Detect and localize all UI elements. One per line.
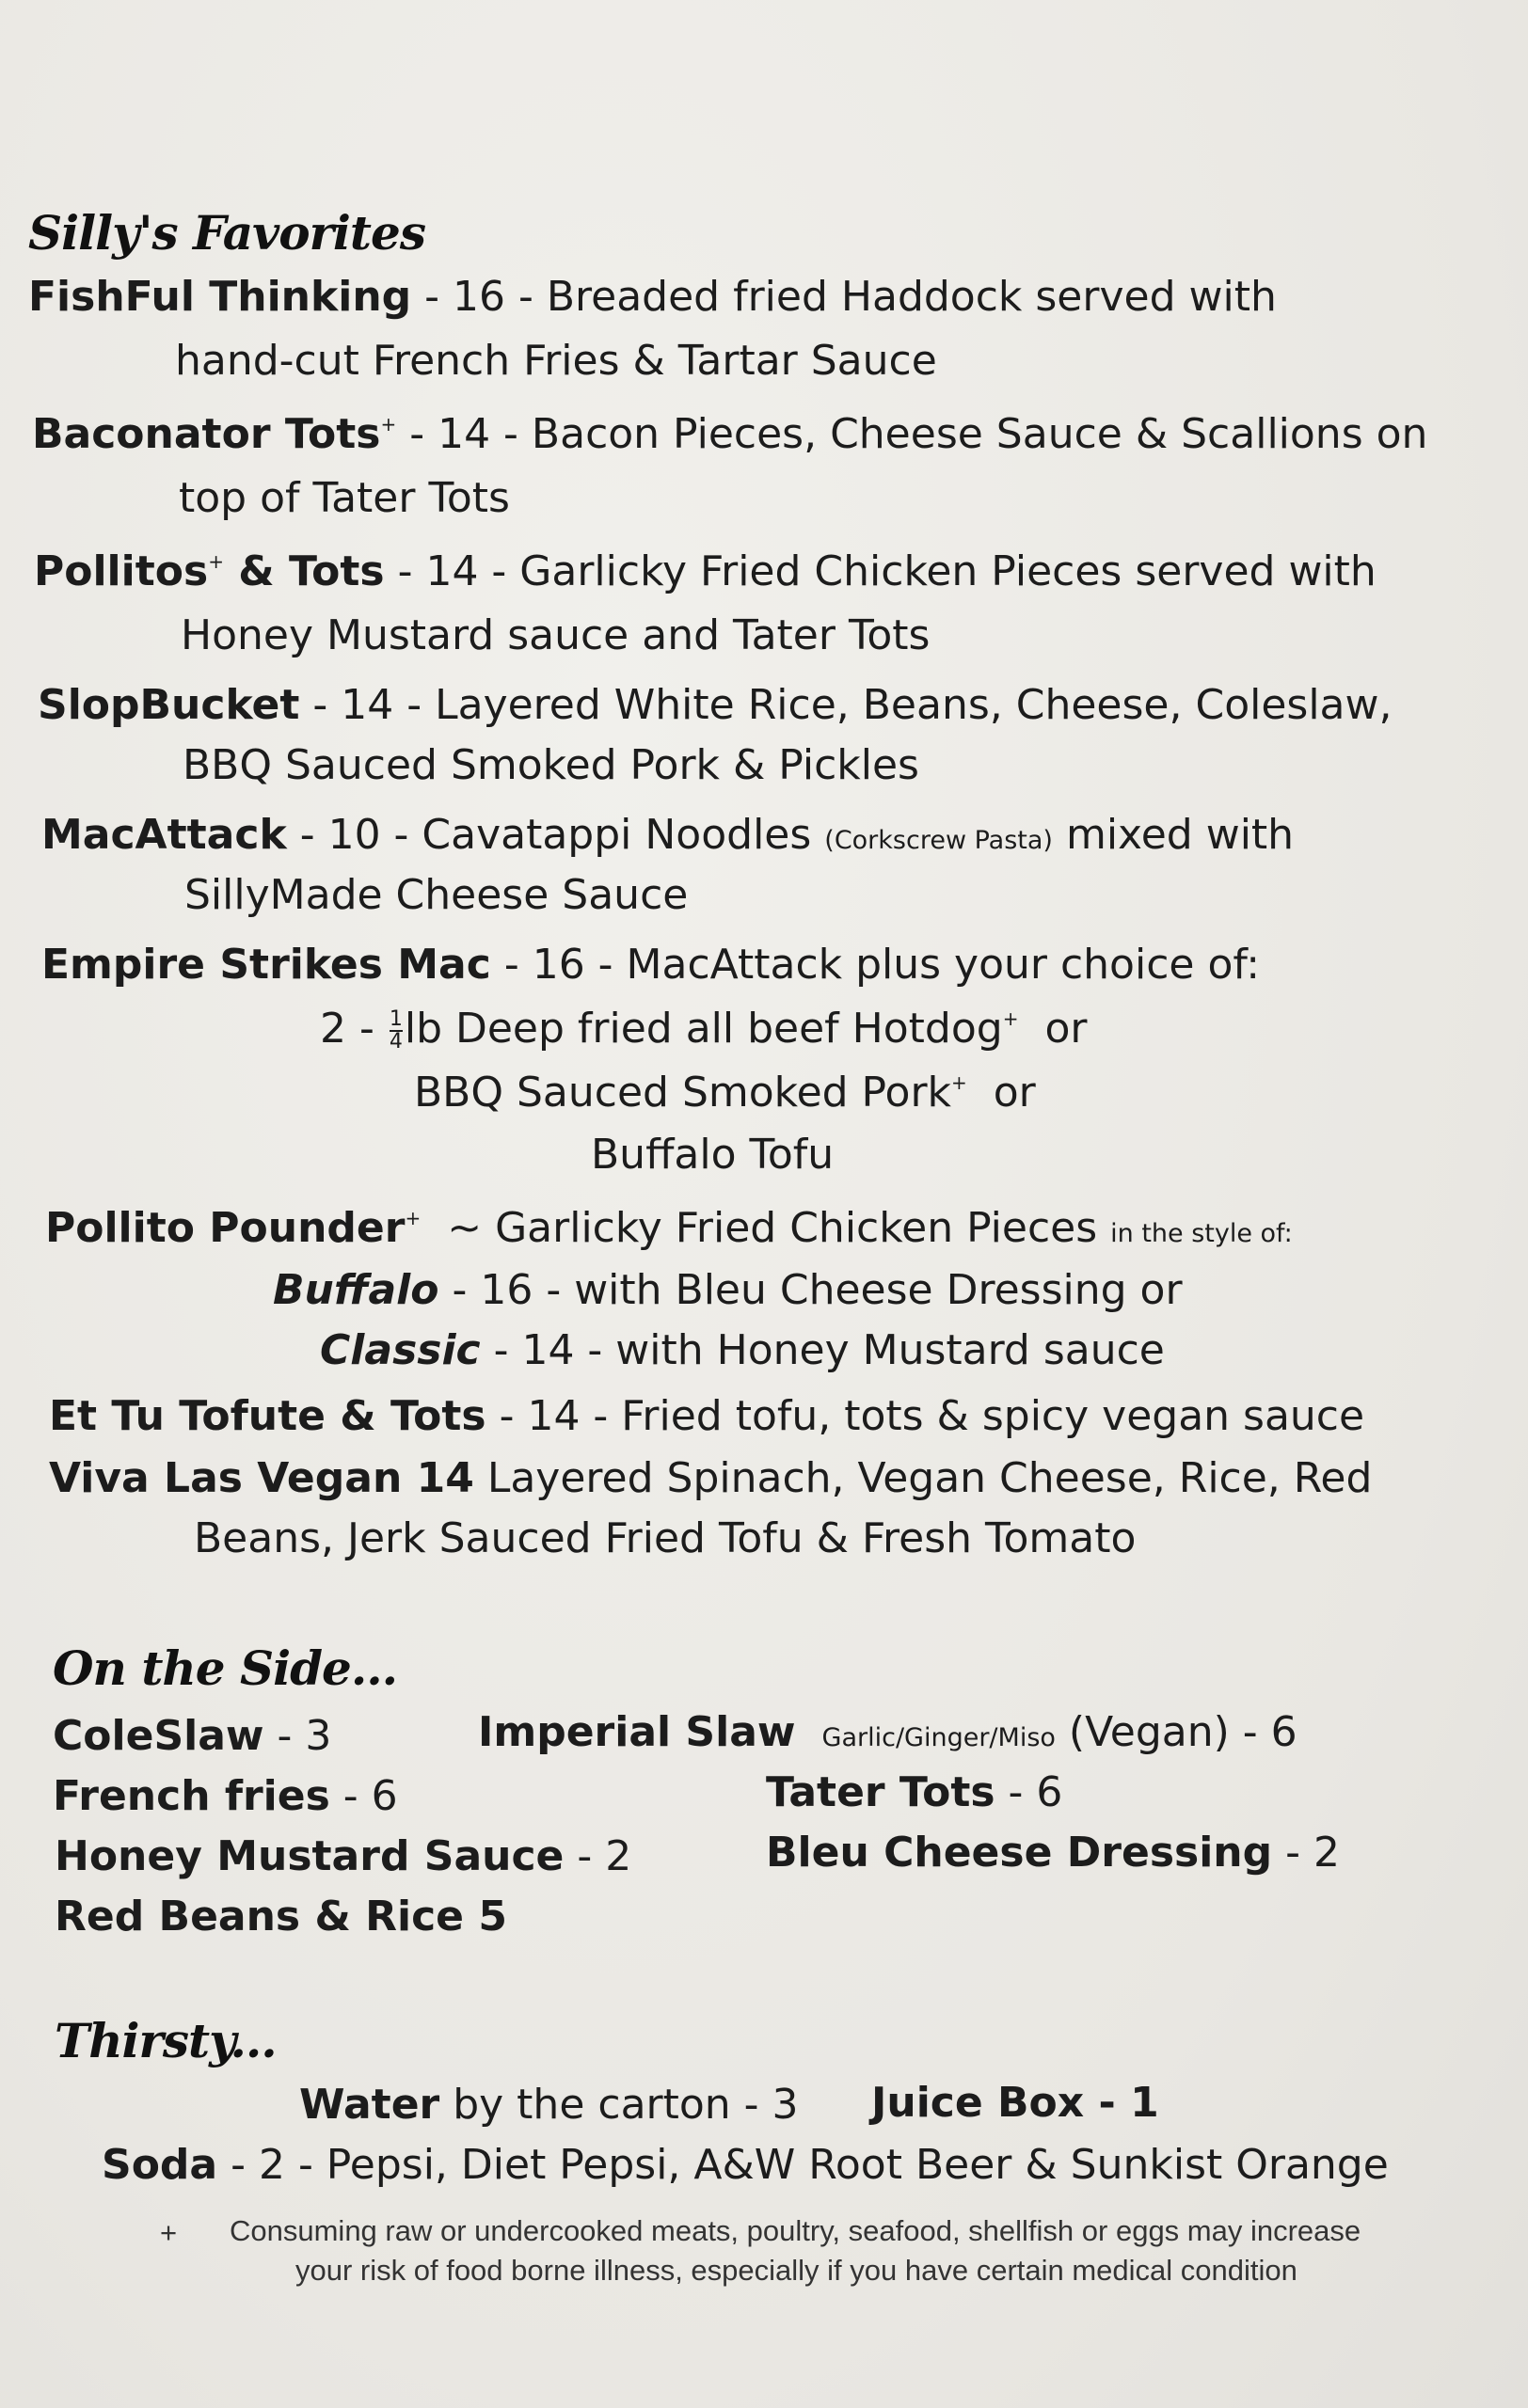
item-desc: - 16 - MacAttack plus your choice of: — [490, 941, 1261, 989]
menu-item-macattack — [41, 811, 1294, 865]
side-name: French fries — [53, 1772, 330, 1820]
side-price: - 6 — [995, 1768, 1063, 1816]
option-hotdog — [320, 1005, 1087, 1054]
item-desc: - 14 - Layered White Rice, Beans, Cheese, Coleslaw, — [299, 681, 1393, 729]
option-tofu: Buffalo Tofu — [591, 1131, 835, 1179]
item-name: Viva Las Vegan 14 — [49, 1454, 474, 1502]
item-note: (Corkscrew Pasta) — [824, 826, 1053, 855]
menu-item-empire — [41, 941, 1260, 990]
drink-water — [299, 2081, 799, 2130]
item-desc-cont: Beans, Jerk Sauced Fried Tofu & Fresh Tomato — [194, 1514, 1137, 1562]
side-price: - 3 — [263, 1712, 332, 1760]
style-classic — [320, 1326, 1165, 1375]
drink-soda — [102, 2141, 1389, 2190]
side-honey-mustard — [55, 1832, 631, 1881]
side-tots — [766, 1768, 1062, 1817]
item-desc-cont: hand-cut French Fries & Tartar Sauce — [175, 337, 937, 385]
item-desc-cont: top of Tater Tots — [179, 474, 510, 522]
item-name: Empire Strikes Mac — [41, 941, 491, 989]
raw-warning-mark: + — [951, 1071, 967, 1094]
side-coleslaw — [53, 1712, 331, 1761]
style-name: Classic — [320, 1326, 481, 1374]
style-desc: - 14 - with Honey Mustard sauce — [480, 1326, 1165, 1374]
style-buffalo — [273, 1266, 1183, 1315]
section-heading-sides: On the Side... — [53, 1640, 398, 1696]
menu-item-fishful — [28, 273, 1277, 322]
drink-name: Water — [299, 2081, 440, 2129]
raw-warning-mark: + — [208, 550, 224, 573]
option-prefix: 2 - — [320, 1005, 388, 1053]
side-name: Honey Mustard Sauce — [55, 1832, 565, 1880]
side-name: Red Beans & Rice 5 — [55, 1893, 507, 1941]
raw-warning-mark: + — [1002, 1007, 1019, 1030]
menu-item-slopbucket — [38, 681, 1393, 730]
item-name: FishFul Thinking — [28, 273, 412, 321]
side-name: Imperial Slaw — [478, 1708, 796, 1756]
item-name-cont: & Tots — [223, 547, 385, 595]
item-note: in the style of: — [1110, 1219, 1293, 1248]
section-heading-thirsty: Thirsty... — [55, 2013, 277, 2068]
item-name: Et Tu Tofute & Tots — [49, 1392, 486, 1440]
drink-price: by the carton - 3 — [439, 2081, 799, 2129]
item-desc-end: mixed with — [1052, 811, 1295, 859]
footnote-mark: + — [160, 2216, 178, 2249]
item-name: Pollito Pounder — [45, 1204, 406, 1252]
footnote-line-1: Consuming raw or undercooked meats, poultry, seafood, shellfish or eggs may increase — [230, 2214, 1361, 2247]
menu-item-baconator — [32, 410, 1427, 459]
style-desc: - 16 - with Bleu Cheese Dressing or — [438, 1266, 1183, 1314]
footnote-line-2: your risk of food borne illness, especially if you have certain medical condition — [295, 2254, 1297, 2287]
drink-name: Soda — [102, 2141, 218, 2189]
drink-juice-box: Juice Box - 1 — [871, 2079, 1159, 2127]
item-name: SlopBucket — [38, 681, 300, 729]
drink-desc: - 2 - Pepsi, Diet Pepsi, A&W Root Beer & Sunkist Orange — [217, 2141, 1389, 2189]
side-imperial — [478, 1708, 1297, 1763]
item-desc: Layered Spinach, Vegan Cheese, Rice, Red — [473, 1454, 1373, 1502]
item-desc: - 14 - Fried tofu, tots & spicy vegan sauce — [485, 1392, 1365, 1440]
fraction-numerator: 1 — [389, 1007, 403, 1031]
item-desc: ~ Garlicky Fried Chicken Pieces — [434, 1204, 1111, 1252]
fraction-denominator: 4 — [389, 1030, 403, 1054]
style-name: Buffalo — [273, 1266, 439, 1314]
side-price: - 2 — [1272, 1829, 1340, 1877]
item-name: MacAttack — [41, 811, 287, 859]
raw-warning-mark: + — [405, 1207, 422, 1229]
section-heading-favorites: Silly's Favorites — [28, 205, 425, 261]
menu-item-ettu — [49, 1392, 1364, 1441]
side-name: ColeSlaw — [53, 1712, 264, 1760]
side-note: Garlic/Ginger/Miso — [821, 1723, 1056, 1752]
menu-item-pollitos — [34, 547, 1377, 596]
menu-item-viva — [49, 1454, 1372, 1503]
option-pork — [414, 1069, 1036, 1117]
side-name: Bleu Cheese Dressing — [766, 1829, 1273, 1877]
item-desc: - 14 - Bacon Pieces, Cheese Sauce & Scallions on — [396, 410, 1428, 458]
side-price: (Vegan) - 6 — [1055, 1708, 1297, 1756]
side-price: - 2 — [564, 1832, 632, 1880]
item-desc-cont: SillyMade Cheese Sauce — [184, 871, 689, 919]
raw-warning-mark: + — [380, 413, 397, 436]
menu-item-pounder — [45, 1204, 1293, 1259]
side-fries — [53, 1772, 398, 1821]
side-bleu-cheese — [766, 1829, 1340, 1877]
option-text: lb Deep fried all beef Hotdog — [404, 1005, 1003, 1053]
side-name: Tater Tots — [766, 1768, 995, 1816]
item-desc: - 16 - Breaded fried Haddock served with — [411, 273, 1277, 321]
quarter-fraction — [390, 1009, 403, 1053]
item-desc: - 10 - Cavatappi Noodles — [286, 811, 825, 859]
item-name: Pollitos — [34, 547, 209, 595]
item-desc-cont: BBQ Sauced Smoked Pork & Pickles — [183, 741, 919, 789]
item-desc-cont: Honey Mustard sauce and Tater Tots — [181, 611, 931, 659]
option-or: or — [993, 1069, 1036, 1117]
side-price: - 6 — [329, 1772, 398, 1820]
option-text: BBQ Sauced Smoked Pork — [414, 1069, 952, 1117]
option-or: or — [1044, 1005, 1088, 1053]
side-red-beans — [55, 1893, 507, 1941]
item-desc: - 14 - Garlicky Fried Chicken Pieces served with — [384, 547, 1377, 595]
item-name: Baconator Tots — [32, 410, 381, 458]
